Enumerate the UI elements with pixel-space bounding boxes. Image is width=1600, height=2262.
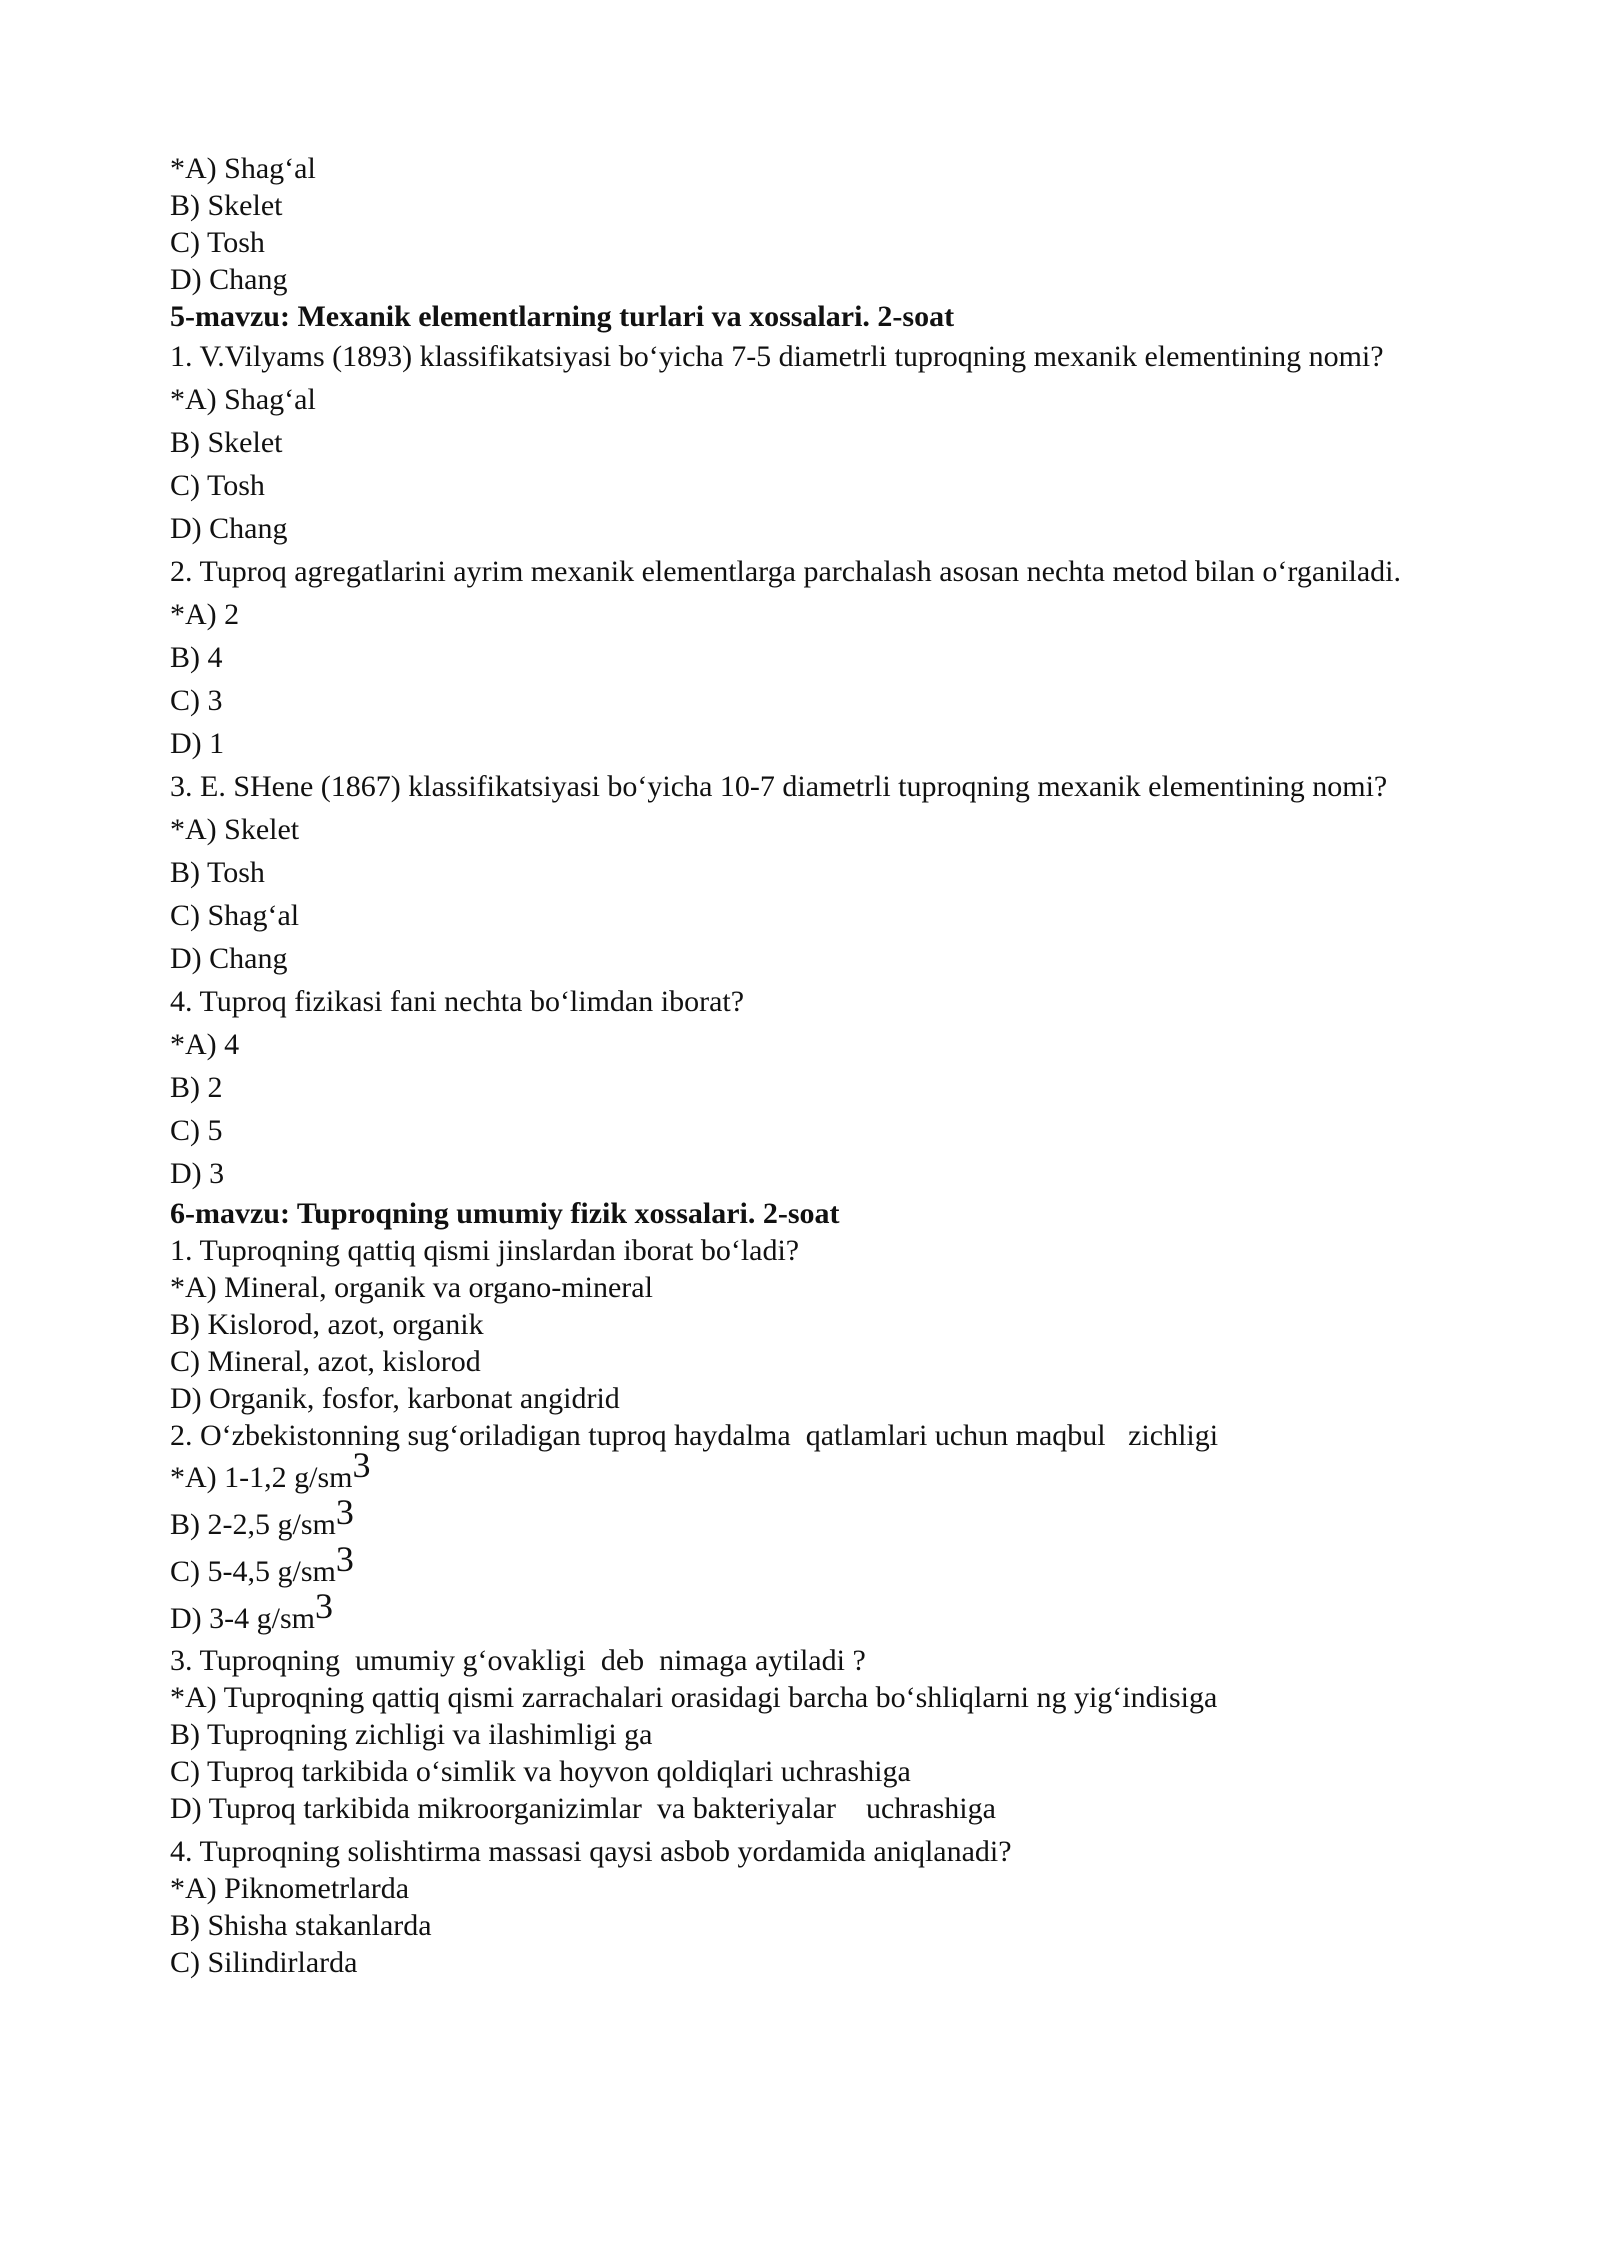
option-line: *A) Skelet — [170, 813, 300, 846]
option-line: B) Skelet — [170, 189, 283, 222]
question-text: 1. Tuproqning qattiq qismi jinslardan iborat bo‘ladi? — [170, 1234, 800, 1267]
option-line: *A) Shag‘al — [170, 152, 316, 185]
option-line: B) Skelet — [170, 426, 283, 459]
option-line: B) Tuproqning zichligi va ilashimligi ga — [170, 1718, 653, 1751]
option-line: B) 2 — [170, 1071, 223, 1104]
option-line: D) Chang — [170, 263, 288, 296]
option-line: C) 3 — [170, 684, 223, 717]
option-line: *A) Mineral, organik va organo-mineral — [170, 1271, 653, 1304]
option-line: B) Tosh — [170, 856, 265, 889]
option-line: C) Tosh — [170, 469, 265, 502]
superscript-three: 3 — [335, 1492, 354, 1532]
option-line: D) 3-4 $g/sm^3$ — [170, 1586, 333, 1635]
option-line: B) 2-2,5 $g/sm^3$ — [170, 1492, 354, 1541]
option-line: C) 5-4,5 $g/sm^3$ — [170, 1539, 354, 1588]
option-line: *A) Tuproqning qattiq qismi zarrachalari orasidagi barcha bo‘shliqlarni ng yig‘indisiga — [170, 1681, 1218, 1714]
superscript-three: 3 — [315, 1586, 333, 1626]
option-line: D) Tuproq tarkibida mikroorganizimlar va bakteriyalar uchrashiga — [170, 1792, 996, 1825]
question-text: 2. Tuproq agregatlarini ayrim mexanik elementlarga parchalash asosan nechta metod bilan o‘rganiladi. — [170, 555, 1402, 588]
option-line: *A) Shag‘al — [170, 383, 316, 416]
option-line: C) 5 — [170, 1114, 223, 1147]
option-line: C) Mineral, azot, kislorod — [170, 1345, 481, 1378]
option-line: D) 1 — [170, 727, 225, 760]
superscript-three: 3 — [352, 1445, 371, 1485]
option-line: C) Silindirlarda — [170, 1946, 358, 1979]
option-line: *A) 1-1,2 $g/sm^3$ — [170, 1445, 371, 1494]
document-page — [170, 150, 1490, 1981]
option-line: B) Kislorod, azot, organik — [170, 1308, 484, 1341]
option-line: *A) 4 — [170, 1028, 240, 1061]
option-line: B) Shisha stakanlarda — [170, 1909, 432, 1942]
topic-5-heading: 5-mavzu: Mexanik elementlarning turlari va xossalari. 2-soat — [170, 300, 955, 333]
question-text: 3. Tuproqning umumiy g‘ovakligi deb nimaga aytiladi ? — [170, 1644, 866, 1677]
topic-6-heading: 6-mavzu: Tuproqning umumiy fizik xossalari. 2-soat — [170, 1197, 840, 1230]
option-line: C) Tosh — [170, 226, 265, 259]
option-line: D) Organik, fosfor, karbonat angidrid — [170, 1382, 620, 1415]
question-text: 4. Tuproqning solishtirma massasi qaysi asbob yordamida aniqlanadi? — [170, 1835, 1012, 1868]
superscript-three: 3 — [335, 1539, 354, 1579]
question-text: 2. O‘zbekistonning sug‘oriladigan tuproq haydalma qatlamlari uchun maqbul zichligi — [170, 1419, 1219, 1452]
option-line: D) 3 — [170, 1157, 225, 1190]
option-line: D) Chang — [170, 512, 288, 545]
question-text: 4. Tuproq fizikasi fani nechta bo‘limdan iborat? — [170, 985, 745, 1018]
option-line: C) Shag‘al — [170, 899, 300, 932]
question-text: 1. V.Vilyams (1893) klassifikatsiyasi bo‘yicha 7-5 diametrli tuproqning mexanik elementining nomi? — [170, 340, 1384, 373]
option-line: B) 4 — [170, 641, 223, 674]
option-line: *A) Piknometrlarda — [170, 1872, 410, 1905]
option-line: *A) 2 — [170, 598, 240, 631]
option-line: C) Tuproq tarkibida o‘simlik va hoyvon qoldiqlari uchrashiga — [170, 1755, 911, 1788]
option-line: D) Chang — [170, 942, 288, 975]
question-text: 3. E. SHene (1867) klassifikatsiyasi bo‘yicha 10-7 diametrli tuproqning mexanik elementining nomi? — [170, 770, 1388, 803]
